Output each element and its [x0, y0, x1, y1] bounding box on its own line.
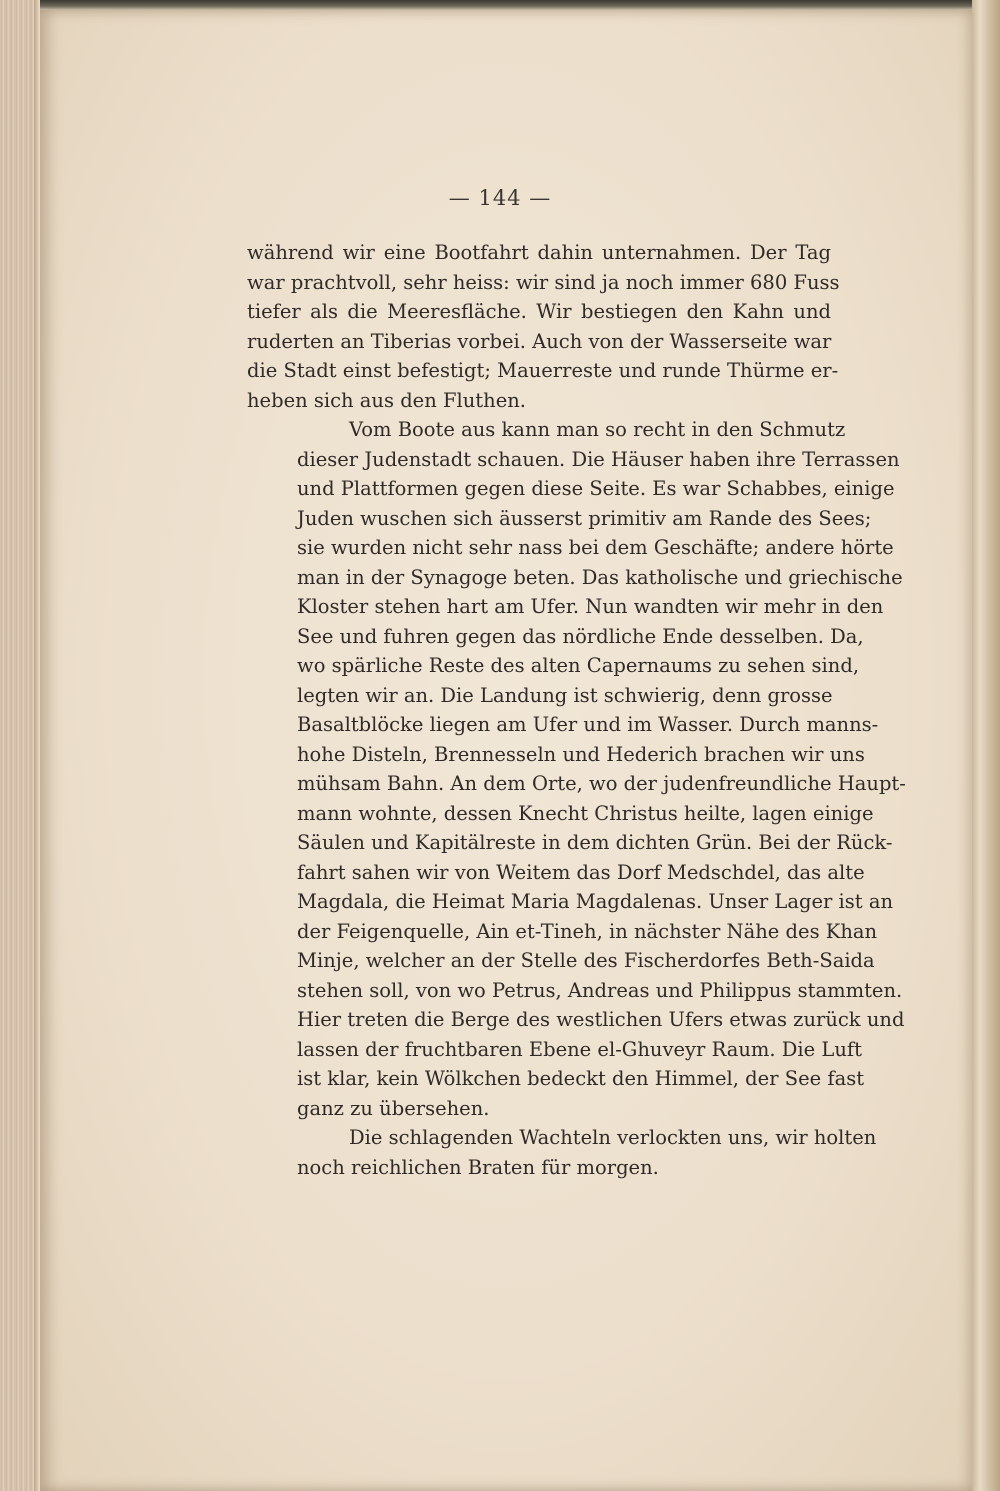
text-line: ist klar, kein Wölkchen bedeckt den Himmel, der See fast [297, 1067, 865, 1090]
paragraph-1 [247, 238, 840, 415]
body-text [247, 238, 906, 1182]
text-line: der Feigenquelle, Ain et-Tineh, in nächster Nähe des Khan [297, 919, 878, 943]
text-line: war prachtvoll, sehr heiss: wir sind ja noch immer 680 Fuss [247, 270, 840, 294]
text-line: mühsam Bahn. An dem Orte, wo der judenfreundliche Haupt- [297, 772, 906, 795]
text-line: dieser Judenstadt schauen. Die Häuser haben ihre Terrassen [297, 447, 900, 471]
text-line: sie wurden nicht sehr nass bei dem Geschäfte; andere hörte [297, 536, 894, 559]
text-line: man in der Synagoge beten. Das katholische und griechische [297, 565, 903, 589]
book-cover-edge [972, 0, 1000, 1491]
text-line: legten wir an. Die Landung ist schwierig, denn grosse [297, 683, 833, 707]
text-line: lassen der fruchtbaren Ebene el-Ghuveyr Raum. Die Luft [297, 1037, 862, 1061]
text-line: Kloster stehen hart am Ufer. Nun wandten wir mehr in den [297, 595, 884, 618]
text-line: tiefer als die Meeresfläche. Wir bestiegen den Kahn und [247, 300, 831, 323]
text-line: während wir eine Bootfahrt dahin unternahmen. Der Tag [247, 241, 831, 264]
text-line: ganz zu übersehen. [297, 1096, 490, 1120]
text-line: noch reichlichen Braten für morgen. [297, 1155, 659, 1179]
binding-strip [0, 0, 1000, 10]
text-line: hohe Disteln, Brennesseln und Hederich brachen wir uns [297, 742, 865, 766]
text-line: und Plattformen gegen diese Seite. Es war Schabbes, einige [297, 477, 895, 500]
text-line: See und fuhren gegen das nördliche Ende desselben. Da, [297, 624, 864, 648]
text-line: Magdala, die Heimat Maria Magdalenas. Unser Lager ist an [297, 890, 893, 913]
page-number: — 144 — [448, 186, 552, 210]
text-line: stehen soll, von wo Petrus, Andreas und Philippus stammten. [297, 978, 903, 1002]
page-edges [0, 0, 40, 1491]
paragraph-3 [247, 1123, 877, 1182]
text-line: Basaltblöcke liegen am Ufer und im Wasser. Durch manns- [297, 713, 879, 736]
paragraph-2 [247, 415, 906, 1123]
text-line: Minje, welcher an der Stelle des Fischerdorfes Beth-Saida [297, 949, 875, 972]
text-line: Juden wuschen sich äusserst primitiv am Rande des Sees; [297, 506, 872, 530]
text-line: wo spärliche Reste des alten Capernaums zu sehen sind, [297, 654, 860, 677]
text-line: mann wohnte, dessen Knecht Christus heilte, lagen einige [297, 801, 874, 825]
text-line: Die schlagenden Wachteln verlockten uns, wir holten [349, 1126, 877, 1149]
text-line: fahrt sahen wir von Weitem das Dorf Medschdel, das alte [297, 860, 865, 884]
text-line: Hier treten die Berge des westlichen Ufers etwas zurück und [297, 1008, 905, 1031]
text-line: heben sich aus den Fluthen. [247, 388, 526, 412]
text-line: die Stadt einst befestigt; Mauerreste und runde Thürme er- [247, 359, 839, 382]
text-line: Vom Boote aus kann man so recht in den Schmutz [349, 418, 846, 441]
text-line: Säulen und Kapitälreste in dem dichten Grün. Bei der Rück- [297, 831, 893, 854]
text-line: ruderten an Tiberias vorbei. Auch von der Wasserseite war [247, 329, 832, 353]
